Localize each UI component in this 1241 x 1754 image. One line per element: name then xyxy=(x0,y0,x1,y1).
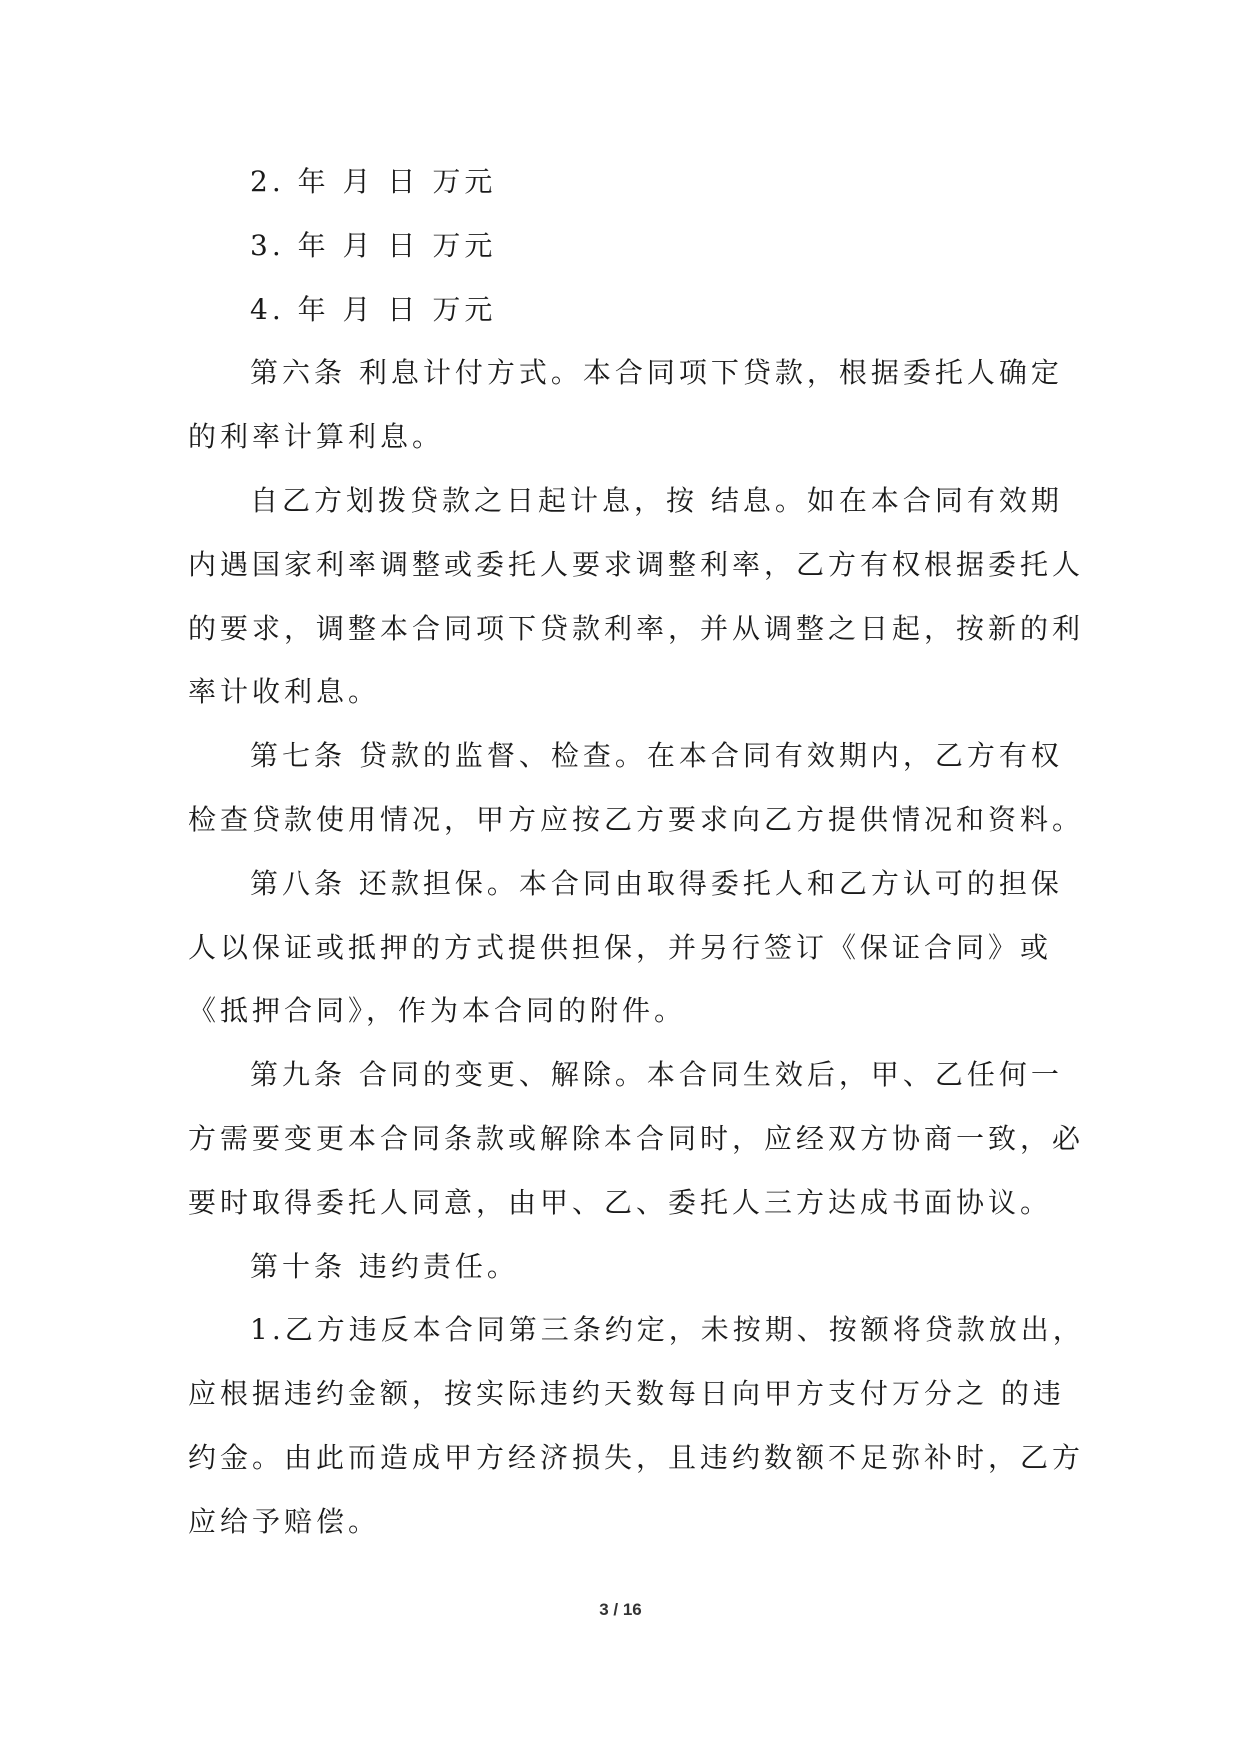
article-6-para-2-line-4: 率计收利息。 xyxy=(188,675,381,709)
article-8-line-2: 人以保证或抵押的方式提供担保，并另行签订《保证合同》或 xyxy=(188,930,1053,964)
article-10-heading: 第十条 违约责任。 xyxy=(250,1249,519,1283)
article-8-line-3: 《抵押合同》，作为本合同的附件。 xyxy=(188,994,687,1028)
article-9-line-2: 方需要变更本合同条款或解除本合同时，应经双方协商一致，必 xyxy=(188,1121,1085,1155)
article-10-item-1-line-2: 应根据违约金额，按实际违约天数每日向甲方支付万分之 的违 xyxy=(188,1377,1065,1411)
article-9-line-1: 第九条 合同的变更、解除。本合同生效后，甲、乙任何一 xyxy=(250,1058,1063,1092)
schedule-item-4: 4. 年 月 日 万元 xyxy=(250,292,497,326)
page-number: 3 / 16 xyxy=(599,1600,642,1619)
article-6-line-2: 的利率计算利息。 xyxy=(188,420,445,454)
article-6-para-2-line-1: 自乙方划拨贷款之日起计息，按 结息。如在本合同有效期 xyxy=(250,483,1063,517)
article-6-para-2-line-3: 的要求，调整本合同项下贷款利率，并从调整之日起，按新的利 xyxy=(188,611,1085,645)
schedule-item-3: 3. 年 月 日 万元 xyxy=(250,228,497,262)
article-7-line-2: 检查贷款使用情况，甲方应按乙方要求向乙方提供情况和资料。 xyxy=(188,802,1085,836)
article-6-para-2-line-2: 内遇国家利率调整或委托人要求调整利率，乙方有权根据委托人 xyxy=(188,547,1085,581)
article-6-line-1: 第六条 利息计付方式。本合同项下贷款，根据委托人确定 xyxy=(250,356,1063,390)
article-10-item-1-line-4: 应给予赔偿。 xyxy=(188,1504,381,1538)
article-10-item-1-line-1: 1.乙方违反本合同第三条约定，未按期、按额将贷款放出， xyxy=(250,1313,1085,1347)
schedule-item-2: 2. 年 月 日 万元 xyxy=(250,165,497,198)
article-10-item-1-line-3: 约金。由此而造成甲方经济损失，且违约数额不足弥补时，乙方 xyxy=(188,1440,1085,1474)
article-9-line-3: 要时取得委托人同意，由甲、乙、委托人三方达成书面协议。 xyxy=(188,1185,1053,1219)
document-body xyxy=(188,150,1085,1554)
article-7-line-1: 第七条 贷款的监督、检查。在本合同有效期内，乙方有权 xyxy=(250,739,1063,773)
article-8-line-1: 第八条 还款担保。本合同由取得委托人和乙方认可的担保 xyxy=(250,866,1063,900)
